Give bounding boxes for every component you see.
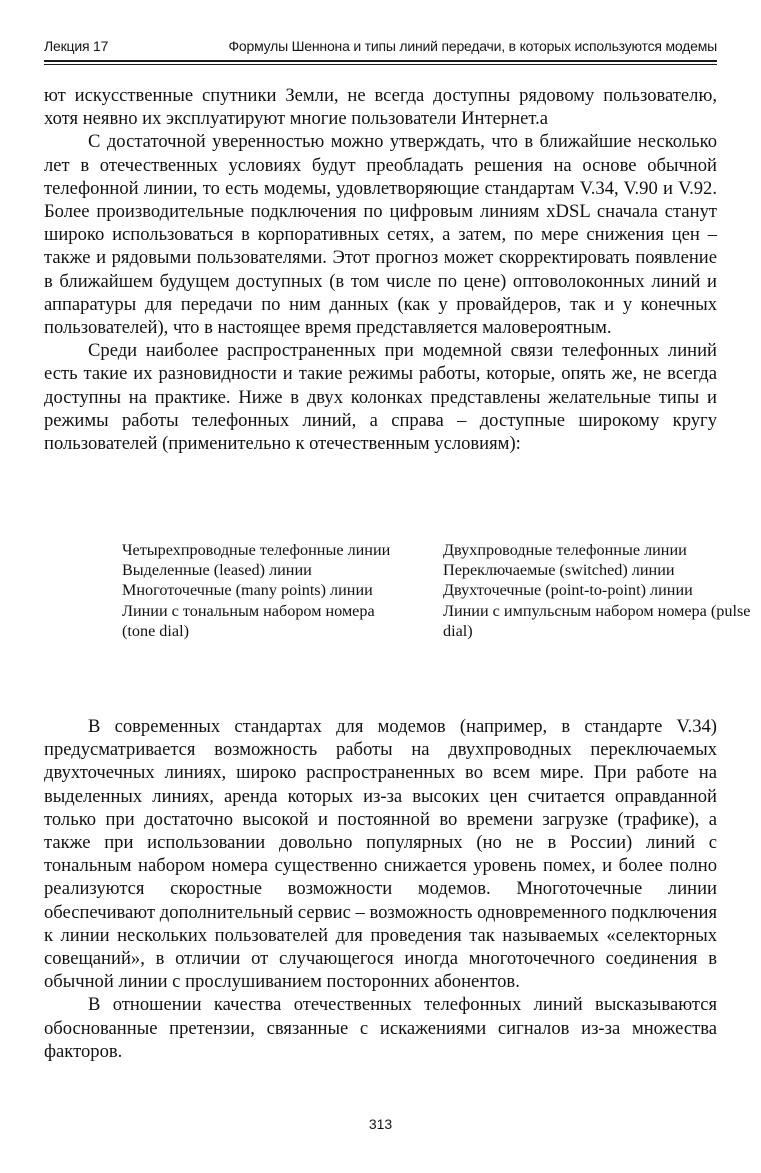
- chapter-title: Формулы Шеннона и типы линий передачи, в которых используются модемы: [228, 38, 717, 54]
- paragraph-forecast: С достаточной уверенностью можно утверждать, что в ближайшие несколько лет в отечественных условиях будут преобладать решения на основе обычной телефонной линии, то есть модемы, удовлетворяющие стандартам V.34, V.90 и V.92. Более производительные подключения по цифровым линиям xDSL сначала станут широко использоваться в корпоративных сетях, а затем, по мере снижения цен – также и рядовыми пользователями. Этот прогноз может скорректировать появление в ближайшем будущем доступных (в том числе по цене) оптоволоконных линий и аппаратуры для передачи по ним данных (как у провайдеров, так и у конечных пользователей), что в настоящее время представляется маловероятным.: [44, 131, 717, 339]
- available-type-item: Линии с импульсным набором номера (pulse dial): [443, 601, 751, 640]
- paragraph-line-quality: В отношении качества отечественных телефонных линий высказываются обоснованные претензии, связанные с искажениями сигналов из-за множества факторов.: [44, 994, 717, 1062]
- desired-type-item: Выделенные (leased) линии: [122, 561, 312, 580]
- desired-line-types-column: [122, 540, 407, 641]
- available-type-item: Двухпроводные телефонные линии: [443, 541, 687, 559]
- header-rule-thin: [44, 64, 717, 65]
- header-rule-thick: [44, 60, 717, 62]
- top-text-block: [44, 84, 717, 455]
- available-type-item: Двухточечные (point-to-point) линии: [443, 581, 693, 600]
- line-types-comparison: [122, 540, 751, 641]
- lecture-label: Лекция 17: [44, 38, 109, 54]
- desired-type-item: Линии с тональным набором номера (tone dial): [122, 601, 375, 640]
- running-header: [44, 38, 717, 58]
- paragraph-modem-standards: В современных стандартах для модемов (например, в стандарте V.34) предусматривается возможность работы на двухпроводных переключаемых двухточечных линиях, широко распространенных во всем мире. При работе на выделенных линиях, аренда которых из-за высоких цен считается оправданной только при достаточно высокой и постоянной во времени загрузке (трафике), а также при использовании довольно популярных (но не в России) линий с тональным набором номера существенно снижается уровень помех, и более полно реализуются скоростные возможности модемов. Многоточечные линии обеспечивают дополнительный сервис – возможность одновременного подключения к линии нескольких пользователей для проведения так называемых «селекторных совещаний», в отличии от случающегося иногда многоточечного соединения в обычной линии с прослушиванием посторонних абонентов.: [44, 716, 717, 993]
- paragraph-line-types-intro: Среди наиболее распространенных при модемной связи телефонных линий есть такие их разновидности и такие режимы работы, которые, опять же, не всегда доступны на практике. Ниже в двух колонках представлены желательные типы и режимы работы телефонных линий, а справа – доступные широкому кругу пользователей (применительно к отечественным условиям):: [44, 340, 717, 455]
- available-type-item: Переключаемые (switched) линии: [443, 561, 675, 580]
- page-number: 313: [368, 1116, 393, 1132]
- desired-type-item: Четырехпроводные телефонные линии: [122, 541, 391, 559]
- paragraph-continuation: ют искусственные спутники Земли, не всегда доступны рядовому пользователю, хотя неявно их эксплуатируют многие пользователи Интернет.а: [44, 85, 717, 130]
- desired-type-item: Многоточечные (many points) линии: [122, 581, 373, 600]
- bottom-text-block: [44, 715, 717, 1063]
- available-line-types-column: [443, 540, 754, 641]
